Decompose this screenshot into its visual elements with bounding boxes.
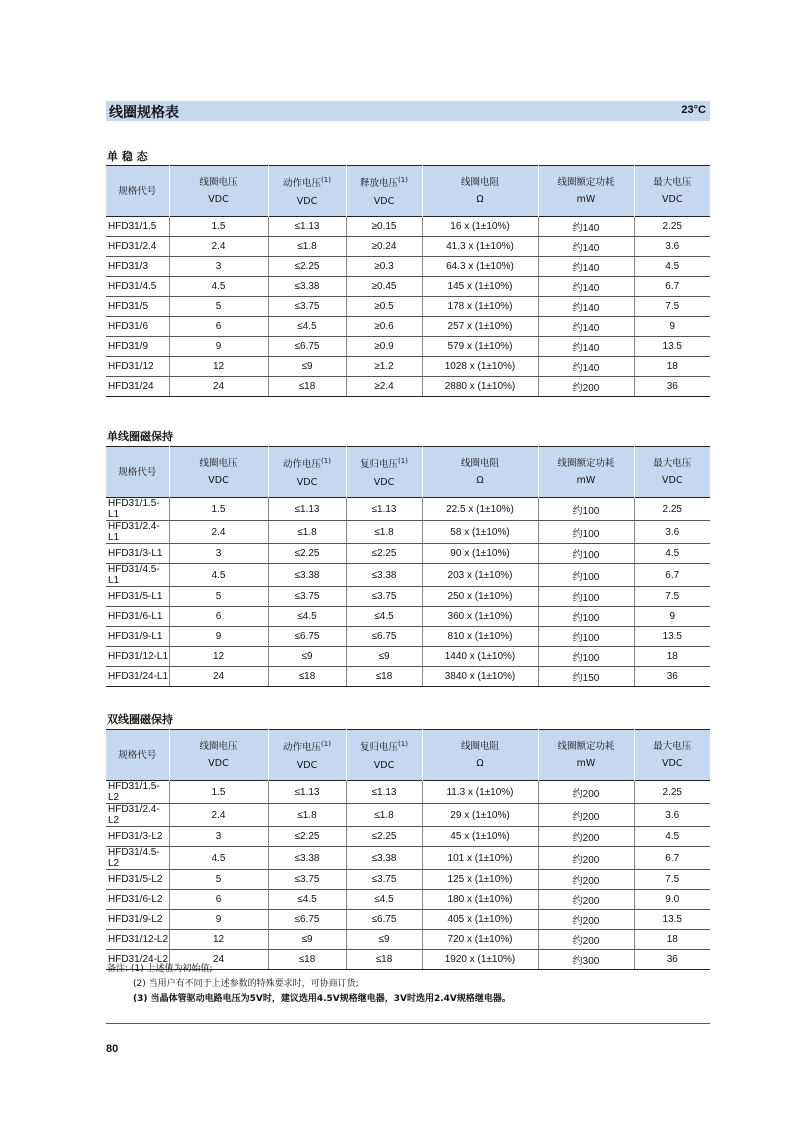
col-coil-power-cell: 约140	[538, 317, 634, 337]
header-unit: Ω	[476, 194, 484, 205]
footnote-marker: (1)	[321, 740, 331, 749]
col-pickup-voltage-cell: ≤4.5	[268, 607, 346, 627]
col-coil-power-cell: 约200	[538, 930, 634, 950]
header-label: 线圈额定功耗	[557, 177, 615, 188]
table-row	[106, 607, 710, 627]
header-unit: VDC	[296, 195, 318, 207]
col-coil-voltage-cell: 24	[169, 377, 268, 397]
table-row	[106, 870, 710, 890]
header-label: 复归电压$^{(1)}$	[360, 457, 408, 471]
col-coil-resistance-cell: 360 x (1±10%)	[422, 607, 538, 627]
table-monostable	[106, 165, 710, 397]
col-coil-resistance-cell: 257 x (1±10%)	[422, 317, 538, 337]
col-coil-resistance-cell: 405 x (1±10%)	[422, 910, 538, 930]
col-coil-resistance-cell: 2880 x (1±10%)	[422, 377, 538, 397]
col-max-voltage-cell: 2.25	[634, 217, 710, 237]
header-unit: VDC	[208, 194, 229, 205]
footnote-marker: (1)	[398, 740, 408, 749]
table-row	[106, 847, 710, 870]
col-release-voltage-cell: ≥0.24	[346, 237, 422, 257]
col-model-code-cell: HFD31/9	[106, 337, 169, 357]
col-model-code-header	[106, 447, 169, 498]
header-label: 最大电压	[653, 458, 692, 469]
col-pickup-voltage-cell: ≤4.5	[268, 890, 346, 910]
col-release-voltage-cell: ≤9	[346, 930, 422, 950]
col-coil-resistance-cell: 64.3 x (1±10%)	[422, 257, 538, 277]
table-row	[106, 337, 710, 357]
col-pickup-voltage-cell: ≤3.75	[268, 587, 346, 607]
col-coil-voltage-cell: 9	[169, 337, 268, 357]
col-max-voltage-cell: 36	[634, 377, 710, 397]
col-coil-resistance-header	[422, 447, 538, 498]
footer-divider	[106, 1023, 710, 1024]
header-label: 复归电压$^{(1)}$	[360, 740, 408, 754]
col-model-code-cell: HFD31/12-L2	[106, 930, 169, 950]
col-max-voltage-cell: 6.7	[634, 277, 710, 297]
header-label: 线圈额定功耗	[557, 458, 615, 469]
footnote-marker: (1)	[398, 176, 408, 185]
col-model-code-cell: HFD31/4.5-L1	[106, 564, 169, 587]
col-coil-resistance-cell: 178 x (1±10%)	[422, 297, 538, 317]
col-max-voltage-cell: 7.5	[634, 297, 710, 317]
col-release-voltage-cell: ≤4.5	[346, 607, 422, 627]
col-coil-power-cell: 约200	[538, 827, 634, 847]
col-coil-voltage-cell: 2.4	[169, 237, 268, 257]
col-pickup-voltage-cell: ≤18	[268, 377, 346, 397]
table-single-coil-latching	[106, 446, 710, 687]
header-unit: VDC	[208, 758, 229, 769]
header-unit: Ω	[476, 475, 484, 486]
col-max-voltage-cell: 36	[634, 950, 710, 970]
col-model-code-cell: HFD31/3-L1	[106, 544, 169, 564]
col-model-code-cell: HFD31/3	[106, 257, 169, 277]
footnote-marker: (1)	[321, 457, 331, 466]
col-release-voltage-cell: ≥1.2	[346, 357, 422, 377]
col-model-code-cell: HFD31/9-L2	[106, 910, 169, 930]
col-model-code-cell: HFD31/6-L2	[106, 890, 169, 910]
col-model-code-cell: HFD31/2.4	[106, 237, 169, 257]
col-pickup-voltage-cell: ≤3.38	[268, 277, 346, 297]
col-release-voltage-cell: ≤18	[346, 950, 422, 970]
col-coil-voltage-cell: 4.5	[169, 277, 268, 297]
table-row	[106, 317, 710, 337]
footnote-marker: (1)	[321, 176, 331, 185]
col-coil-resistance-cell: 1440 x (1±10%)	[422, 647, 538, 667]
col-release-voltage-cell: ≤9	[346, 647, 422, 667]
col-coil-power-cell: 约100	[538, 521, 634, 544]
header-unit: VDC	[662, 475, 683, 486]
col-coil-resistance-cell: 145 x (1±10%)	[422, 277, 538, 297]
col-coil-resistance-cell: 41.3 x (1±10%)	[422, 237, 538, 257]
col-pickup-voltage-header	[268, 730, 346, 781]
header-unit: VDC	[373, 759, 395, 771]
col-coil-power-cell: 约100	[538, 607, 634, 627]
table-row	[106, 890, 710, 910]
header-label: 动作电压$^{(1)}$	[283, 740, 331, 754]
header-label: 线圈电压	[199, 741, 238, 752]
note-line: (3) 当晶体管驱动电路电压为5V时，建议选用4.5V规格继电器，3V时选用2.4V规格继电器。	[133, 994, 511, 1004]
col-coil-resistance-cell: 810 x (1±10%)	[422, 627, 538, 647]
col-coil-resistance-cell: 579 x (1±10%)	[422, 337, 538, 357]
col-coil-power-header	[538, 447, 634, 498]
col-release-voltage-cell: ≥0.6	[346, 317, 422, 337]
col-max-voltage-cell: 13.5	[634, 337, 710, 357]
table-row	[106, 804, 710, 827]
col-pickup-voltage-cell: ≤1.8	[268, 804, 346, 827]
col-coil-voltage-cell: 24	[169, 950, 268, 970]
col-max-voltage-cell: 7.5	[634, 870, 710, 890]
col-coil-voltage-cell: 12	[169, 357, 268, 377]
col-release-voltage-cell: ≤3.75	[346, 870, 422, 890]
col-release-voltage-cell: ≥2.4	[346, 377, 422, 397]
table-row	[106, 498, 710, 521]
table-row	[106, 544, 710, 564]
col-release-voltage-header	[346, 730, 422, 781]
col-release-voltage-cell: ≥0.5	[346, 297, 422, 317]
col-coil-resistance-cell: 90 x (1±10%)	[422, 544, 538, 564]
col-coil-voltage-header	[169, 166, 268, 217]
col-pickup-voltage-cell: ≤3.75	[268, 870, 346, 890]
col-coil-resistance-cell: 58 x (1±10%)	[422, 521, 538, 544]
table-row	[106, 667, 710, 687]
col-max-voltage-cell: 9	[634, 607, 710, 627]
table-row	[106, 297, 710, 317]
col-model-code-cell: HFD31/24-L1	[106, 667, 169, 687]
table-row	[106, 910, 710, 930]
col-max-voltage-cell: 4.5	[634, 544, 710, 564]
table-row	[106, 377, 710, 397]
col-max-voltage-header	[634, 730, 710, 781]
col-coil-voltage-cell: 6	[169, 607, 268, 627]
col-model-code-cell: HFD31/24-L2	[106, 950, 169, 970]
temperature-label: 23°C	[681, 104, 706, 116]
col-coil-voltage-cell: 12	[169, 647, 268, 667]
col-model-code-cell: HFD31/3-L2	[106, 827, 169, 847]
col-release-voltage-cell: ≤3.38	[346, 564, 422, 587]
col-coil-voltage-cell: 5	[169, 870, 268, 890]
col-max-voltage-cell: 3.6	[634, 804, 710, 827]
header-unit: VDC	[373, 195, 395, 207]
note-line: (2) 当用户有不同于上述参数的特殊要求时，可协商订货;	[133, 979, 359, 989]
col-pickup-voltage-cell: ≤9	[268, 930, 346, 950]
col-coil-power-cell: 约200	[538, 890, 634, 910]
header-unit: Ω	[476, 758, 484, 769]
col-model-code-cell: HFD31/5	[106, 297, 169, 317]
col-coil-voltage-cell: 4.5	[169, 564, 268, 587]
section-title-dual-coil-latching: 双线圈磁保持	[107, 713, 173, 726]
col-model-code-cell: HFD31/6	[106, 317, 169, 337]
col-coil-voltage-cell: 1.5	[169, 781, 268, 804]
col-release-voltage-cell: ≥0.15	[346, 217, 422, 237]
col-model-code-cell: HFD31/12-L1	[106, 647, 169, 667]
col-max-voltage-cell: 9.0	[634, 890, 710, 910]
col-coil-power-cell: 约200	[538, 377, 634, 397]
col-pickup-voltage-cell: ≤1.8	[268, 237, 346, 257]
col-pickup-voltage-cell: ≤3.38	[268, 847, 346, 870]
col-coil-power-cell: 约140	[538, 257, 634, 277]
header-label: 线圈电压	[199, 458, 238, 469]
header-label: 线圈额定功耗	[557, 741, 615, 752]
col-release-voltage-cell: ≤3.75	[346, 587, 422, 607]
col-coil-voltage-cell: 2.4	[169, 521, 268, 544]
table-row	[106, 257, 710, 277]
col-model-code-cell: HFD31/6-L1	[106, 607, 169, 627]
section-title-single-coil-latching: 单线圈磁保持	[107, 430, 173, 443]
col-pickup-voltage-cell: ≤2.25	[268, 257, 346, 277]
header-unit: VDC	[296, 476, 318, 488]
col-coil-power-cell: 约140	[538, 297, 634, 317]
col-release-voltage-cell: ≤6.75	[346, 627, 422, 647]
section-title-monostable: 单 稳 态	[107, 150, 148, 163]
col-max-voltage-cell: 18	[634, 647, 710, 667]
col-pickup-voltage-cell: ≤2.25	[268, 544, 346, 564]
col-coil-power-cell: 约300	[538, 950, 634, 970]
header-unit: VDC	[662, 758, 683, 769]
col-max-voltage-cell: 6.7	[634, 564, 710, 587]
col-max-voltage-cell: 3.6	[634, 521, 710, 544]
col-model-code-cell: HFD31/2.4-L2	[106, 804, 169, 827]
col-coil-power-cell: 约200	[538, 910, 634, 930]
col-coil-power-cell: 约140	[538, 237, 634, 257]
col-release-voltage-cell: ≤2.25	[346, 827, 422, 847]
col-pickup-voltage-cell: ≤9	[268, 647, 346, 667]
col-coil-voltage-cell: 3	[169, 827, 268, 847]
col-coil-voltage-cell: 1.5	[169, 217, 268, 237]
col-max-voltage-cell: 4.5	[634, 827, 710, 847]
col-model-code-cell: HFD31/4.5-L2	[106, 847, 169, 870]
col-model-code-cell: HFD31/9-L1	[106, 627, 169, 647]
table-row	[106, 587, 710, 607]
col-release-voltage-cell: ≤2.25	[346, 544, 422, 564]
col-model-code-cell: HFD31/1.5-L1	[106, 498, 169, 521]
col-release-voltage-cell: ≥0.45	[346, 277, 422, 297]
col-release-voltage-cell: ≤1.13	[346, 498, 422, 521]
col-release-voltage-cell: ≥0.3	[346, 257, 422, 277]
col-coil-resistance-cell: 250 x (1±10%)	[422, 587, 538, 607]
col-coil-voltage-header	[169, 447, 268, 498]
header-unit: VDC	[296, 759, 318, 771]
col-max-voltage-cell: 18	[634, 930, 710, 950]
col-coil-power-cell: 约150	[538, 667, 634, 687]
col-coil-resistance-cell: 125 x (1±10%)	[422, 870, 538, 890]
col-coil-voltage-cell: 12	[169, 930, 268, 950]
header-unit: VDC	[662, 194, 683, 205]
table-row	[106, 564, 710, 587]
col-pickup-voltage-cell: ≤1.13	[268, 781, 346, 804]
col-coil-power-cell: 约140	[538, 337, 634, 357]
col-release-voltage-header	[346, 166, 422, 217]
header-unit: mW	[576, 194, 596, 205]
table-row	[106, 521, 710, 544]
col-coil-power-cell: 约100	[538, 627, 634, 647]
col-max-voltage-header	[634, 447, 710, 498]
table-row	[106, 930, 710, 950]
col-max-voltage-cell: 2.25	[634, 781, 710, 804]
col-pickup-voltage-header	[268, 166, 346, 217]
col-pickup-voltage-cell: ≤1.13	[268, 217, 346, 237]
table-row	[106, 357, 710, 377]
header-label: 规格代号	[118, 185, 157, 197]
table-row	[106, 627, 710, 647]
col-model-code-header	[106, 166, 169, 217]
col-max-voltage-cell: 4.5	[634, 257, 710, 277]
col-pickup-voltage-cell: ≤3.38	[268, 564, 346, 587]
header-unit: mW	[576, 758, 596, 769]
col-coil-voltage-cell: 5	[169, 587, 268, 607]
col-model-code-cell: HFD31/24	[106, 377, 169, 397]
col-coil-power-cell: 约100	[538, 587, 634, 607]
col-pickup-voltage-cell: ≤18	[268, 667, 346, 687]
col-coil-voltage-cell: 1.5	[169, 498, 268, 521]
col-coil-power-cell: 约140	[538, 277, 634, 297]
header-label: 规格代号	[118, 466, 157, 478]
col-coil-voltage-header	[169, 730, 268, 781]
col-release-voltage-header	[346, 447, 422, 498]
col-coil-resistance-cell: 203 x (1±10%)	[422, 564, 538, 587]
col-coil-resistance-cell: 720 x (1±10%)	[422, 930, 538, 950]
col-coil-power-cell: 约100	[538, 647, 634, 667]
header-unit: VDC	[208, 475, 229, 486]
col-coil-resistance-cell: 22.5 x (1±10%)	[422, 498, 538, 521]
col-coil-resistance-cell: 11.3 x (1±10%)	[422, 781, 538, 804]
col-release-voltage-cell: ≤18	[346, 667, 422, 687]
col-coil-resistance-header	[422, 166, 538, 217]
col-release-voltage-cell: ≤1.8	[346, 804, 422, 827]
col-pickup-voltage-cell: ≤1.13	[268, 498, 346, 521]
col-coil-power-cell: 约100	[538, 564, 634, 587]
col-model-code-cell: HFD31/2.4-L1	[106, 521, 169, 544]
col-release-voltage-cell: ≤1.13	[346, 781, 422, 804]
col-max-voltage-cell: 13.5	[634, 627, 710, 647]
header-label: 最大电压	[653, 741, 692, 752]
col-coil-resistance-cell: 180 x (1±10%)	[422, 890, 538, 910]
header-label: 规格代号	[118, 749, 157, 761]
table-row	[106, 647, 710, 667]
col-coil-resistance-cell: 16 x (1±10%)	[422, 217, 538, 237]
col-pickup-voltage-cell: ≤1.8	[268, 521, 346, 544]
col-coil-power-cell: 约200	[538, 781, 634, 804]
col-coil-power-cell: 约200	[538, 804, 634, 827]
col-coil-voltage-cell: 9	[169, 910, 268, 930]
col-max-voltage-cell: 7.5	[634, 587, 710, 607]
col-coil-voltage-cell: 2.4	[169, 804, 268, 827]
col-max-voltage-cell: 13.5	[634, 910, 710, 930]
header-label: 动作电压$^{(1)}$	[283, 457, 331, 471]
header-label: 释放电压$^{(1)}$	[360, 176, 408, 190]
col-coil-resistance-cell: 29 x (1±10%)	[422, 804, 538, 827]
col-model-code-cell: HFD31/5-L2	[106, 870, 169, 890]
table-dual-coil-latching	[106, 729, 710, 970]
col-coil-power-header	[538, 166, 634, 217]
col-model-code-cell: HFD31/1.5	[106, 217, 169, 237]
header-label: 线圈电压	[199, 177, 238, 188]
header-label: 最大电压	[653, 177, 692, 188]
col-pickup-voltage-cell: ≤9	[268, 357, 346, 377]
col-pickup-voltage-cell: ≤18	[268, 950, 346, 970]
col-pickup-voltage-cell: ≤6.75	[268, 337, 346, 357]
col-pickup-voltage-cell: ≤4.5	[268, 317, 346, 337]
col-coil-power-cell: 约140	[538, 217, 634, 237]
col-release-voltage-cell: ≤6.75	[346, 910, 422, 930]
notes-block	[107, 962, 511, 1007]
col-coil-voltage-cell: 4.5	[169, 847, 268, 870]
col-coil-voltage-cell: 6	[169, 890, 268, 910]
col-max-voltage-header	[634, 166, 710, 217]
col-coil-power-header	[538, 730, 634, 781]
col-coil-power-cell: 约100	[538, 544, 634, 564]
col-release-voltage-cell: ≤1.8	[346, 521, 422, 544]
col-coil-voltage-cell: 3	[169, 257, 268, 277]
table-row	[106, 217, 710, 237]
col-pickup-voltage-cell: ≤2.25	[268, 827, 346, 847]
col-model-code-cell: HFD31/5-L1	[106, 587, 169, 607]
col-coil-voltage-cell: 5	[169, 297, 268, 317]
col-model-code-header	[106, 730, 169, 781]
col-coil-voltage-cell: 3	[169, 544, 268, 564]
col-coil-voltage-cell: 24	[169, 667, 268, 687]
col-release-voltage-cell: ≥0.9	[346, 337, 422, 357]
col-pickup-voltage-cell: ≤6.75	[268, 910, 346, 930]
header-label: 线圈电阻	[460, 177, 499, 188]
col-coil-resistance-cell: 1920 x (1±10%)	[422, 950, 538, 970]
col-max-voltage-cell: 6.7	[634, 847, 710, 870]
col-coil-voltage-cell: 9	[169, 627, 268, 647]
spec-title-bar	[106, 101, 710, 121]
header-label: 线圈电阻	[460, 458, 499, 469]
table-row	[106, 781, 710, 804]
table-row	[106, 237, 710, 257]
col-coil-power-cell: 约100	[538, 498, 634, 521]
col-max-voltage-cell: 2.25	[634, 498, 710, 521]
col-coil-power-cell: 约140	[538, 357, 634, 377]
col-max-voltage-cell: 9	[634, 317, 710, 337]
col-model-code-cell: HFD31/1.5-L2	[106, 781, 169, 804]
page-title: 线圈规格表	[109, 105, 179, 121]
note-line: 备注: (1) 上述值为初始值;	[107, 964, 213, 974]
col-max-voltage-cell: 18	[634, 357, 710, 377]
col-model-code-cell: HFD31/12	[106, 357, 169, 377]
col-coil-resistance-cell: 1028 x (1±10%)	[422, 357, 538, 377]
page-number: 80	[106, 1043, 119, 1055]
col-release-voltage-cell: ≤3.38	[346, 847, 422, 870]
col-coil-resistance-cell: 101 x (1±10%)	[422, 847, 538, 870]
col-model-code-cell: HFD31/4.5	[106, 277, 169, 297]
col-pickup-voltage-cell: ≤6.75	[268, 627, 346, 647]
header-label: 动作电压$^{(1)}$	[283, 176, 331, 190]
col-pickup-voltage-header	[268, 447, 346, 498]
header-label: 线圈电阻	[460, 741, 499, 752]
header-unit: VDC	[373, 476, 395, 488]
header-unit: mW	[576, 475, 596, 486]
col-max-voltage-cell: 36	[634, 667, 710, 687]
table-row	[106, 277, 710, 297]
col-coil-resistance-header	[422, 730, 538, 781]
col-coil-resistance-cell: 45 x (1±10%)	[422, 827, 538, 847]
col-coil-power-cell: 约200	[538, 847, 634, 870]
col-coil-voltage-cell: 6	[169, 317, 268, 337]
footnote-marker: (1)	[398, 457, 408, 466]
table-row	[106, 827, 710, 847]
col-coil-power-cell: 约200	[538, 870, 634, 890]
col-release-voltage-cell: ≤4.5	[346, 890, 422, 910]
col-pickup-voltage-cell: ≤3.75	[268, 297, 346, 317]
col-coil-resistance-cell: 3840 x (1±10%)	[422, 667, 538, 687]
col-max-voltage-cell: 3.6	[634, 237, 710, 257]
